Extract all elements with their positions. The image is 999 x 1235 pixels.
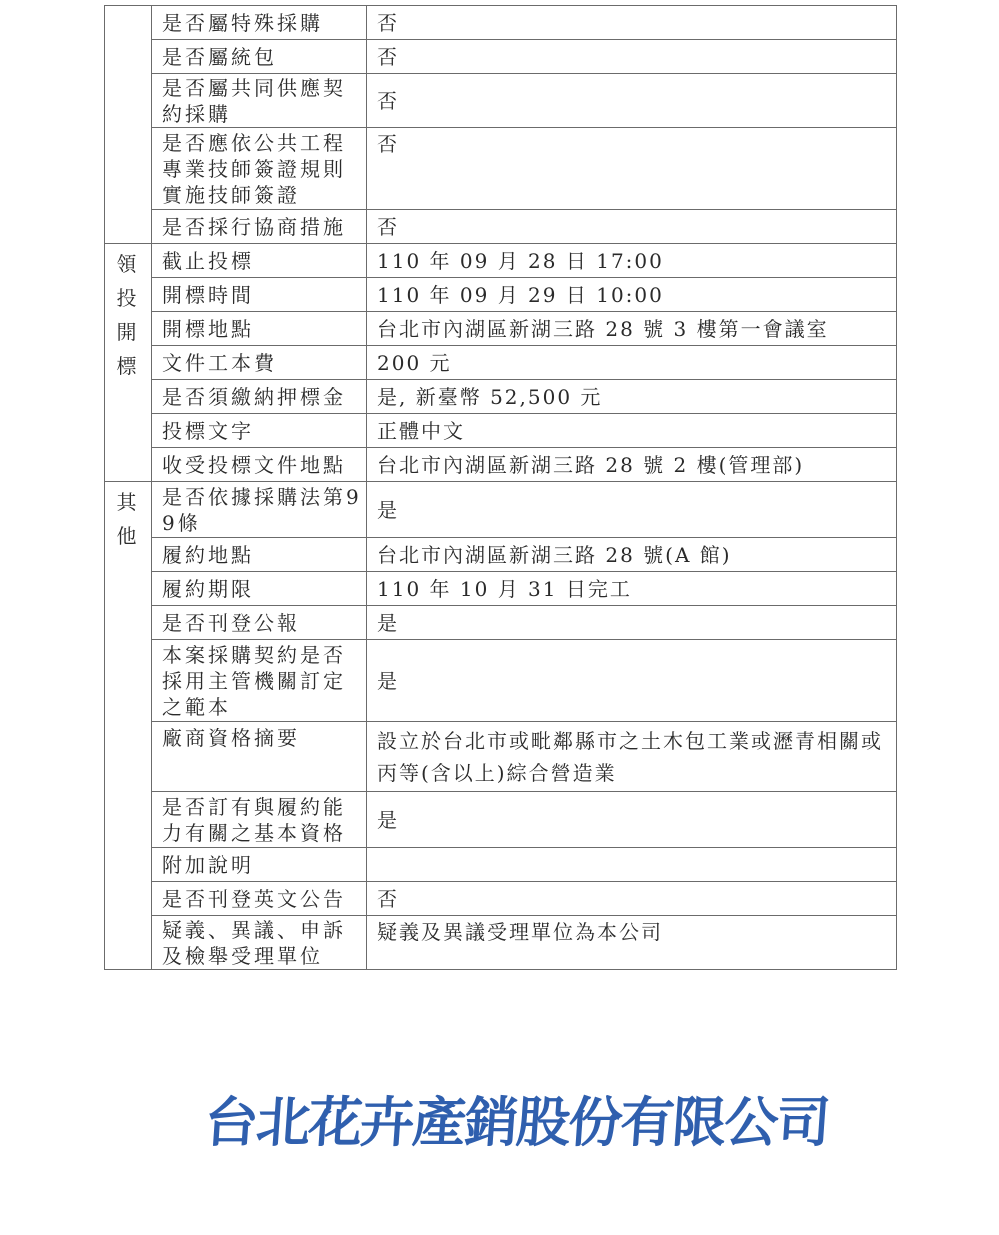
row-label: 開標地點 (152, 312, 367, 346)
section-cell-continued (105, 6, 152, 244)
row-label: 是否採行協商措施 (152, 210, 367, 244)
row-label: 是否刊登公報 (152, 606, 367, 640)
row-value: 否 (367, 210, 897, 244)
table-row (105, 640, 897, 722)
table-row (105, 792, 897, 848)
row-value: 是 (367, 792, 897, 848)
row-label: 是否屬統包 (152, 40, 367, 74)
row-label: 是否依據採購法第99條 (152, 482, 367, 538)
row-value: 設立於台北市或毗鄰縣市之土木包工業或瀝青相關或丙等(含以上)綜合營造業 (367, 722, 897, 792)
row-label: 履約地點 (152, 538, 367, 572)
row-label: 是否須繳納押標金 (152, 380, 367, 414)
row-label: 文件工本費 (152, 346, 367, 380)
row-value: 台北市內湖區新湖三路 28 號 3 樓第一會議室 (367, 312, 897, 346)
row-value: 110 年 09 月 29 日 10:00 (367, 278, 897, 312)
row-value: 110 年 09 月 28 日 17:00 (367, 244, 897, 278)
row-label: 開標時間 (152, 278, 367, 312)
row-value: 否 (367, 40, 897, 74)
row-label: 截止投標 (152, 244, 367, 278)
table-row (105, 722, 897, 792)
row-value: 是 (367, 640, 897, 722)
row-label: 是否屬共同供應契約採購 (152, 74, 367, 128)
row-label: 收受投標文件地點 (152, 448, 367, 482)
row-label: 本案採購契約是否採用主管機關訂定之範本 (152, 640, 367, 722)
row-value: 否 (367, 6, 897, 40)
table-row (105, 848, 897, 882)
section-label-tender: 領 投 開 標 (116, 252, 140, 378)
row-label: 是否訂有與履約能力有關之基本資格 (152, 792, 367, 848)
row-label: 是否屬特殊採購 (152, 6, 367, 40)
company-stamp: 台北花卉產銷股份有限公司 (202, 1091, 831, 1154)
table-row (105, 380, 897, 414)
table-row (105, 606, 897, 640)
row-value: 是 (367, 482, 897, 538)
table-row (105, 572, 897, 606)
row-value: 是, 新臺幣 52,500 元 (367, 380, 897, 414)
row-label: 疑義、異議、申訴及檢舉受理單位 (152, 916, 367, 970)
row-value: 台北市內湖區新湖三路 28 號(A 館) (367, 538, 897, 572)
table-row (105, 128, 897, 210)
tender-info-table (104, 5, 897, 970)
table-row (105, 448, 897, 482)
table-row (105, 278, 897, 312)
row-value: 疑義及異議受理單位為本公司 (367, 916, 897, 970)
table-row (105, 312, 897, 346)
table-row (105, 210, 897, 244)
section-cell-other (105, 482, 152, 970)
row-label: 履約期限 (152, 572, 367, 606)
row-label: 是否刊登英文公告 (152, 882, 367, 916)
row-value: 200 元 (367, 346, 897, 380)
table-row (105, 40, 897, 74)
row-label: 是否應依公共工程專業技師簽證規則實施技師簽證 (152, 128, 367, 210)
row-value: 正體中文 (367, 414, 897, 448)
section-cell-tender (105, 244, 152, 482)
table-row (105, 538, 897, 572)
row-label: 投標文字 (152, 414, 367, 448)
table-row (105, 482, 897, 538)
row-value: 台北市內湖區新湖三路 28 號 2 樓(管理部) (367, 448, 897, 482)
row-label: 廠商資格摘要 (152, 722, 367, 792)
row-label: 附加說明 (152, 848, 367, 882)
row-value: 110 年 10 月 31 日完工 (367, 572, 897, 606)
table-row (105, 916, 897, 970)
row-value: 否 (367, 882, 897, 916)
table-row (105, 414, 897, 448)
row-value: 否 (367, 128, 897, 210)
table-row (105, 6, 897, 40)
row-value: 否 (367, 74, 897, 128)
table-row (105, 882, 897, 916)
section-label-other: 其 他 (116, 490, 140, 548)
row-value (367, 848, 897, 882)
table-row (105, 74, 897, 128)
table-row (105, 244, 897, 278)
table-row (105, 346, 897, 380)
row-value: 是 (367, 606, 897, 640)
